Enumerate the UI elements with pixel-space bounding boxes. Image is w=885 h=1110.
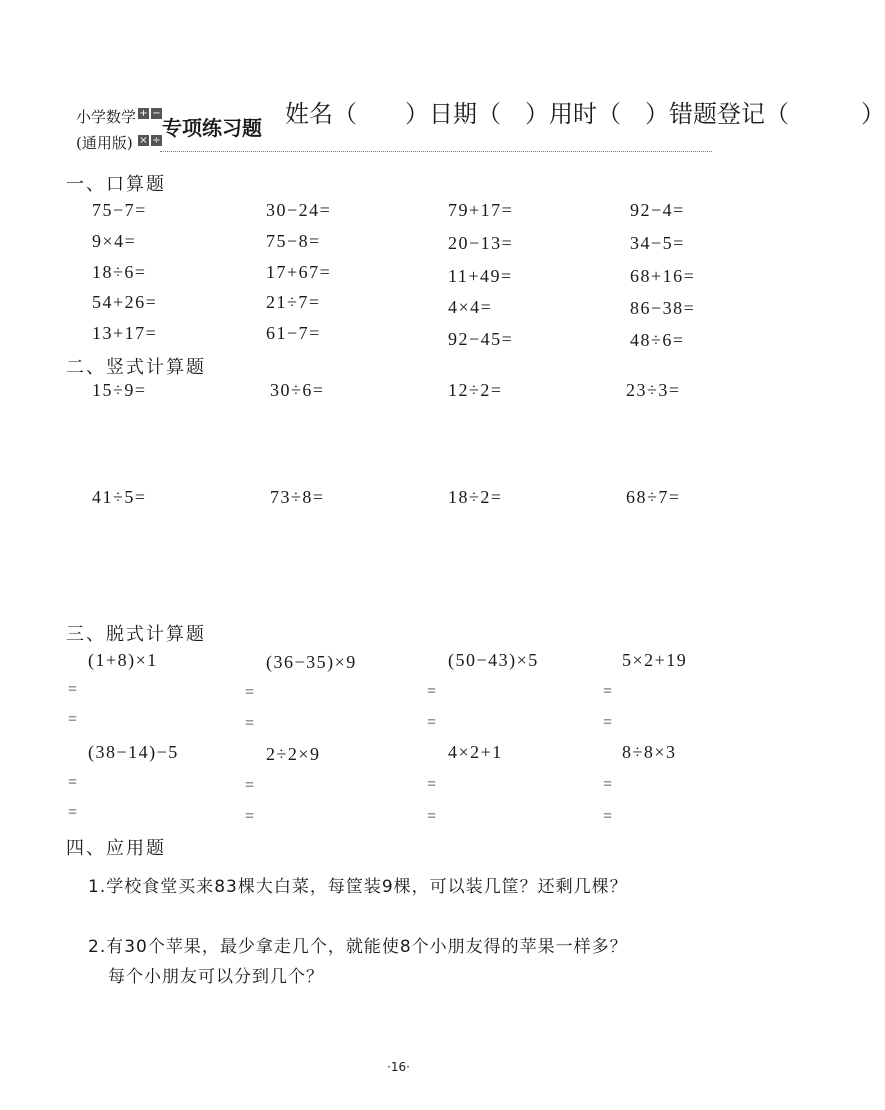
equals-sign: = — [68, 681, 78, 698]
section-heading-stepwise: 三、脱式计算题 — [66, 624, 206, 645]
times-icon: × — [139, 135, 148, 146]
vertical-problem: 23÷3= — [626, 380, 681, 400]
minus-icon: − — [152, 108, 161, 119]
section-heading-oral: 一、口算题 — [66, 174, 166, 195]
equals-sign: = — [427, 714, 437, 731]
equals-sign: = — [603, 776, 613, 793]
equals-sign: = — [245, 715, 255, 732]
oral-problem: 75−7= — [92, 200, 147, 220]
oral-problem: 61−7= — [266, 323, 321, 343]
brand-line-2: (通用版) — [76, 134, 133, 152]
stepwise-expression: 4×2+1 — [448, 742, 503, 762]
stepwise-expression: 5×2+19 — [622, 650, 688, 670]
vertical-problem: 18÷2= — [448, 487, 503, 507]
oral-problem: 11+49= — [448, 266, 513, 286]
equals-sign: = — [427, 808, 437, 825]
oral-problem: 18÷6= — [92, 262, 147, 282]
oral-problem: 54+26= — [92, 292, 158, 312]
equals-sign: = — [245, 808, 255, 825]
stepwise-expression: (38−14)−5 — [88, 742, 179, 762]
oral-problem: 68+16= — [630, 266, 696, 286]
word-problem-1: 1.学校食堂买来83棵大白菜，每筐装9棵，可以装几筐？还剩几棵？ — [88, 877, 628, 897]
vertical-problem: 41÷5= — [92, 487, 147, 507]
brand-title: 专项练习题 — [162, 116, 262, 140]
equals-sign: = — [427, 683, 437, 700]
section-heading-vertical: 二、竖式计算题 — [66, 357, 206, 378]
brand-line-1: 小学数学 — [76, 108, 137, 126]
vertical-problem: 73÷8= — [270, 487, 325, 507]
oral-problem: 17+67= — [266, 262, 332, 282]
equals-sign: = — [68, 804, 78, 821]
word-problem-2: 2.有30个苹果，最少拿走几个，就能使8个小朋友得的苹果一样多？ — [88, 937, 628, 957]
equals-sign: = — [68, 774, 78, 791]
vertical-problem: 12÷2= — [448, 380, 503, 400]
equals-sign: = — [245, 684, 255, 701]
oral-problem: 48÷6= — [630, 330, 685, 350]
stepwise-expression: (1+8)×1 — [88, 650, 158, 670]
divide-icon: ÷ — [152, 135, 161, 146]
header-divider — [160, 151, 712, 152]
stepwise-expression: (50−43)×5 — [448, 650, 539, 670]
oral-problem: 34−5= — [630, 233, 685, 253]
vertical-problem: 68÷7= — [626, 487, 681, 507]
oral-problem: 4×4= — [448, 297, 493, 317]
oral-problem: 20−13= — [448, 233, 514, 253]
oral-problem: 79+17= — [448, 200, 514, 220]
equals-sign: = — [245, 777, 255, 794]
student-info-line: 姓名（ ）日期（ ）用时（ ）错题登记（ ） — [285, 100, 885, 128]
word-problem-2-continued: 每个小朋友可以分到几个？ — [108, 967, 324, 987]
equals-sign: = — [603, 683, 613, 700]
stepwise-expression: (36−35)×9 — [266, 652, 357, 672]
section-heading-word: 四、应用题 — [66, 838, 166, 859]
equals-sign: = — [603, 714, 613, 731]
oral-problem: 13+17= — [92, 323, 158, 343]
vertical-problem: 15÷9= — [92, 380, 147, 400]
equals-sign: = — [427, 776, 437, 793]
oral-problem: 92−4= — [630, 200, 685, 220]
stepwise-expression: 8÷8×3 — [622, 742, 677, 762]
oral-problem: 9×4= — [92, 231, 137, 251]
oral-problem: 30−24= — [266, 200, 332, 220]
stepwise-expression: 2÷2×9 — [266, 744, 321, 764]
oral-problem: 92−45= — [448, 329, 514, 349]
oral-problem: 86−38= — [630, 298, 696, 318]
equals-sign: = — [68, 711, 78, 728]
plus-icon: + — [139, 108, 148, 119]
page-number: ·16· — [387, 1060, 410, 1074]
equals-sign: = — [603, 808, 613, 825]
oral-problem: 75−8= — [266, 231, 321, 251]
vertical-problem: 30÷6= — [270, 380, 325, 400]
oral-problem: 21÷7= — [266, 292, 321, 312]
